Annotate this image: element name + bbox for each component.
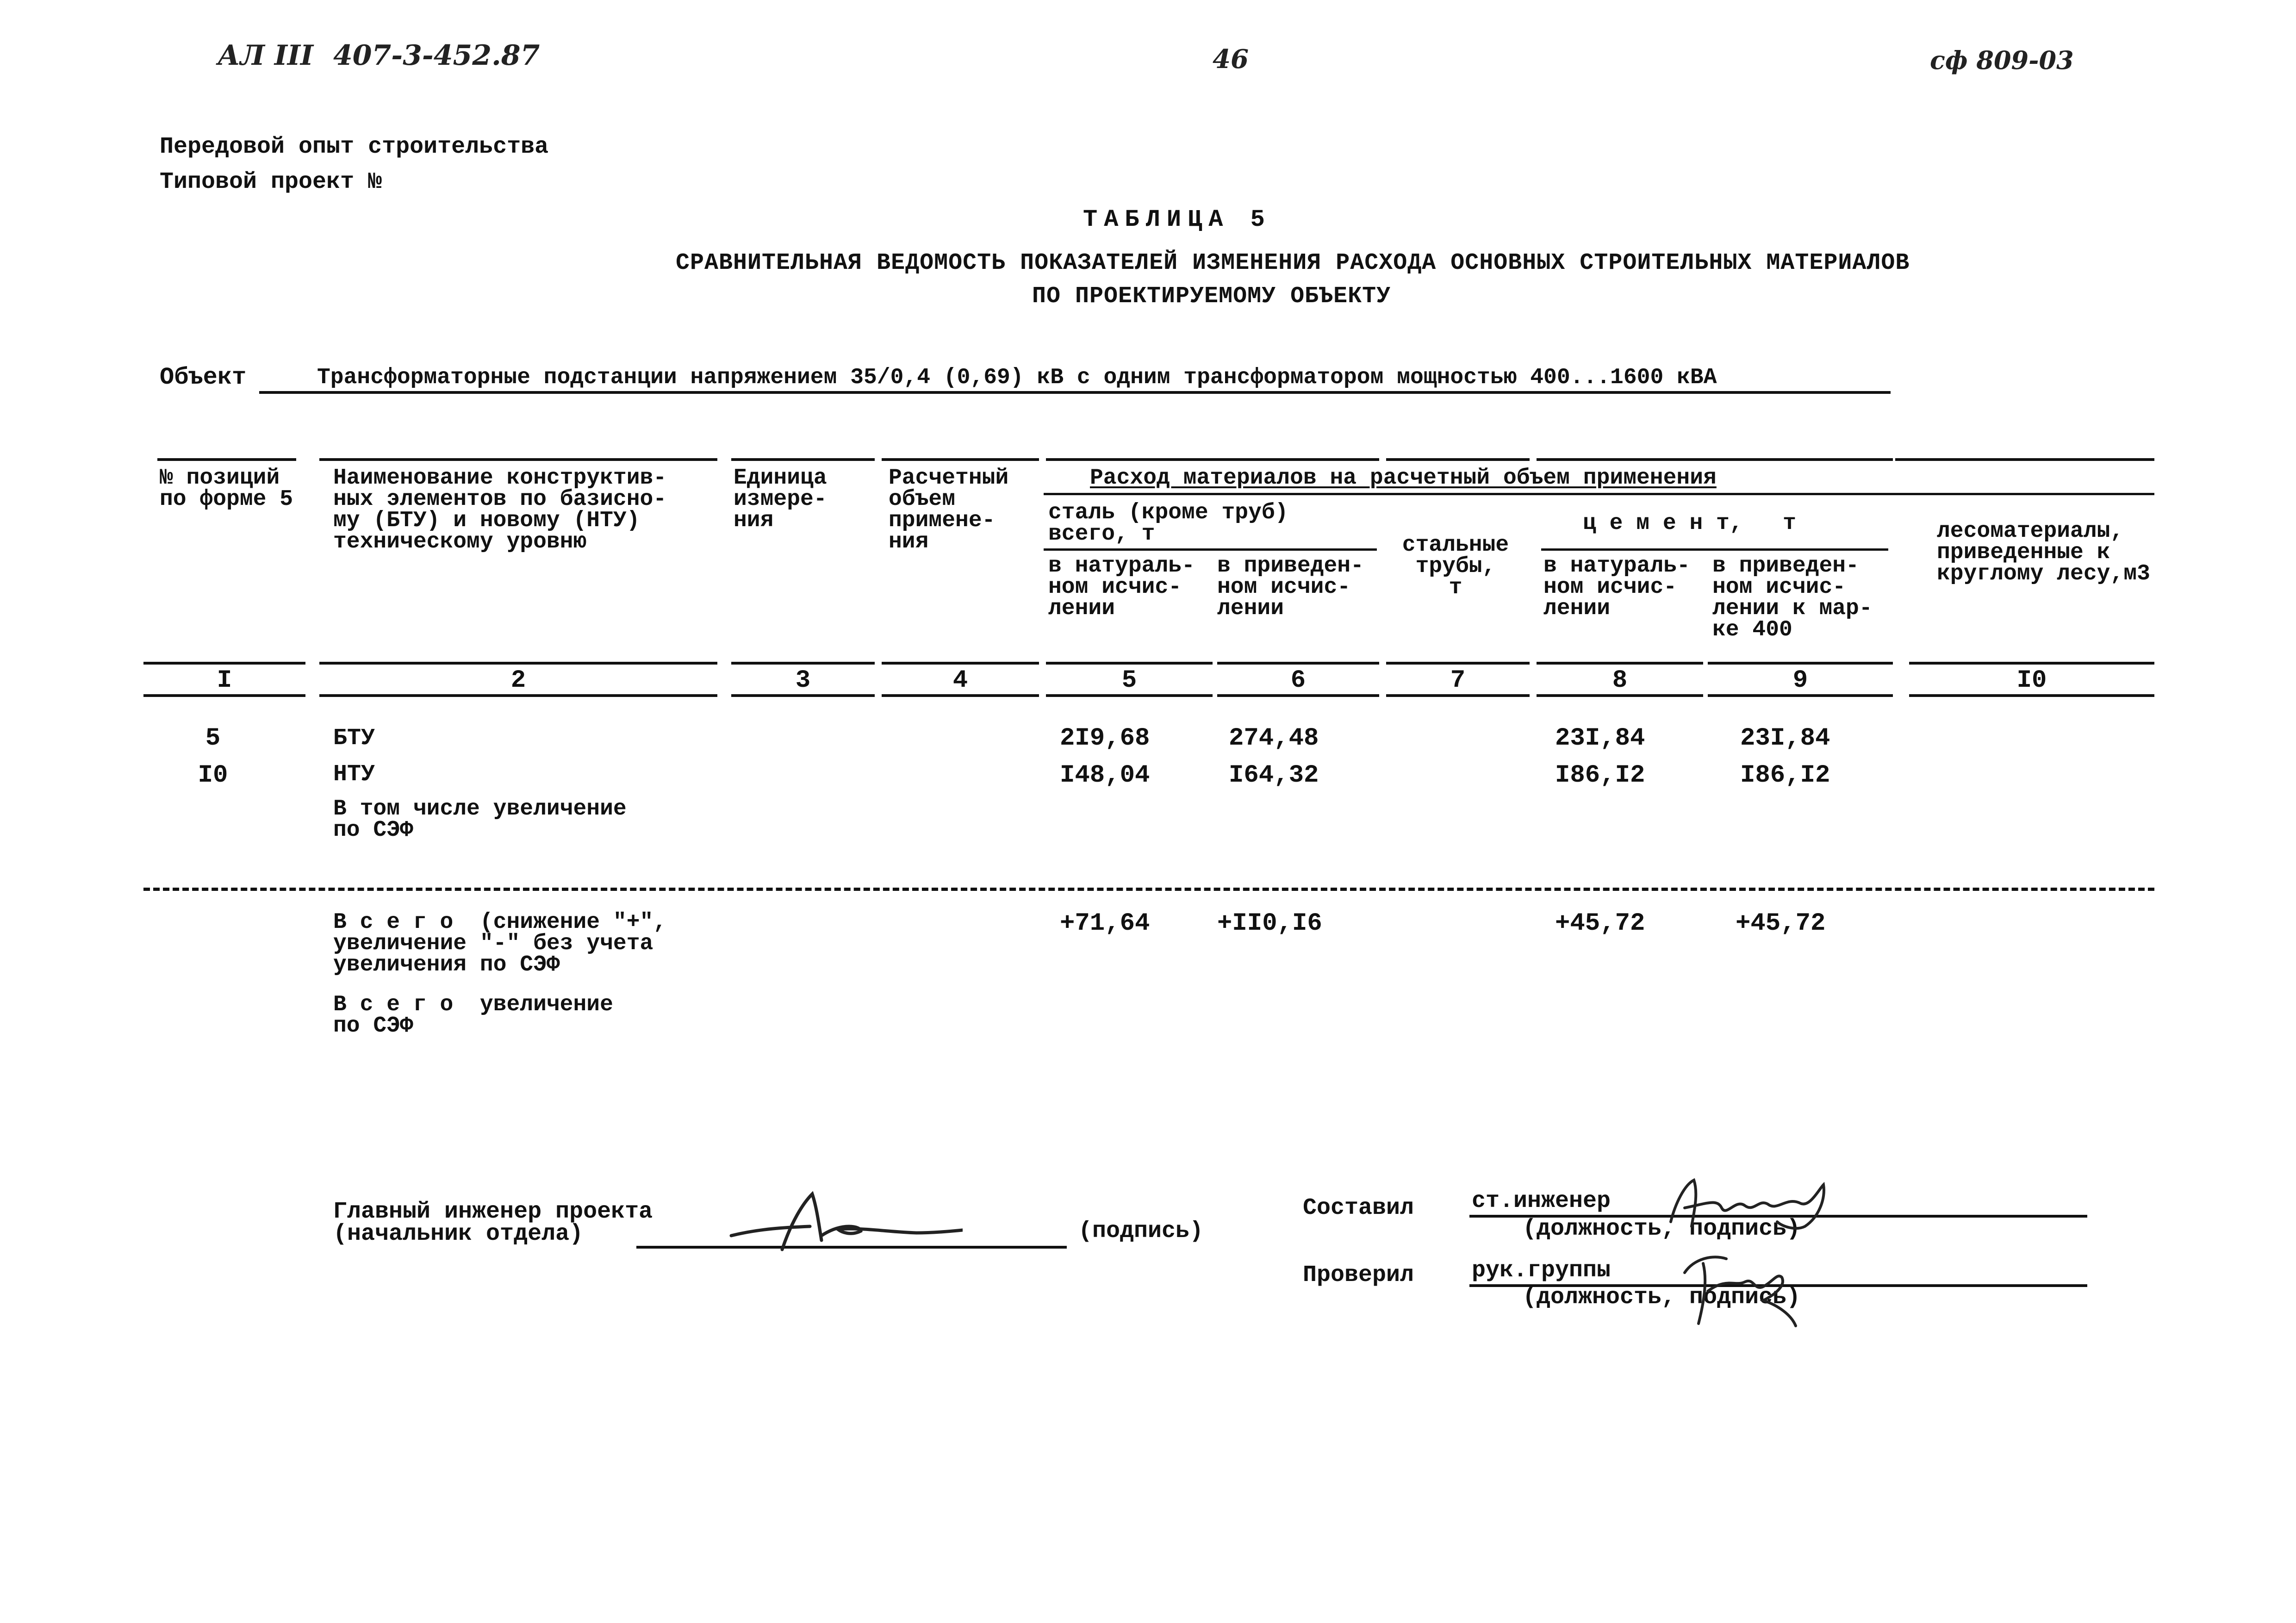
cement-underline	[1541, 548, 1888, 551]
column-header-pipes: стальные трубы, т	[1402, 533, 1509, 600]
numbers-bottom-rule-10	[1909, 694, 2154, 697]
table-top-rule-1	[157, 458, 296, 461]
object-value: Трансформаторные подстанции напряжением 35/0,4 (0,69) кВ с одним трансформатором мощностью 400...1600 кВА	[317, 365, 1717, 390]
header-bottom-rule-8	[1537, 662, 1703, 665]
header-bottom-rule-4	[882, 662, 1039, 665]
table-top-rule-5	[1046, 458, 1379, 461]
column-header-steel-natural: в натураль- ном исчис- лении	[1048, 553, 1195, 621]
header-bottom-rule-5	[1046, 662, 1213, 665]
column-number: I0	[2016, 666, 2047, 695]
row-total-cement-reduced: +45,72	[1736, 909, 1826, 938]
column-header-steel-reduced: в приведен- ном исчис- лении	[1217, 553, 1364, 621]
row-ntu-steel-natural: I48,04	[1060, 761, 1150, 790]
composed-label: Составил	[1303, 1195, 1414, 1221]
row-total-name: В с е г о (снижение "+", увеличение "-" без учета увеличения по СЭФ	[333, 910, 667, 977]
column-number: 7	[1450, 666, 1466, 695]
row-total-cement-natural: +45,72	[1555, 909, 1645, 938]
column-header-cement-reduced: в приведен- ном исчис- лении к мар- ке 400	[1712, 553, 1873, 642]
column-header-timber: лесоматериалы, приведенные к круглому лесу,м3	[1937, 519, 2150, 586]
table-top-rule-8	[1895, 458, 2154, 461]
object-underline	[259, 391, 1891, 394]
numbers-bottom-rule-4	[882, 694, 1039, 697]
column-number: 4	[952, 666, 968, 695]
row-ntu-cement-reduced: I86,I2	[1740, 761, 1830, 790]
composed-caption: (должность, подпись)	[1523, 1216, 1801, 1242]
heading-line-2: Типовой проект №	[160, 169, 382, 195]
column-header-steel: сталь (кроме труб) всего, т	[1048, 500, 1288, 547]
group-underline	[1044, 493, 2154, 495]
checked-caption: (должность, подпись)	[1523, 1284, 1801, 1311]
row-btu-name: БТУ	[333, 725, 375, 752]
composed-signature	[1666, 1171, 1842, 1240]
column-header-cement: ц е м е н т, т	[1583, 511, 1796, 536]
row-btu-steel-natural: 2I9,68	[1060, 724, 1150, 752]
row-total-sef-name: В с е г о увеличение по СЭФ	[333, 992, 613, 1038]
column-number: 8	[1612, 666, 1628, 695]
header-bottom-rule-7	[1386, 662, 1530, 665]
total-separator	[143, 888, 2154, 891]
row-btu-steel-reduced: 274,48	[1229, 724, 1319, 752]
object-label: Объект	[160, 364, 247, 391]
archive-code-right: сф 809-03	[1930, 45, 2074, 75]
numbers-bottom-rule-7	[1386, 694, 1530, 697]
column-header-unit: Единица измере- ния	[734, 466, 827, 533]
column-number: 9	[1792, 666, 1808, 695]
column-number: 5	[1121, 666, 1137, 695]
header-bottom-rule-6	[1217, 662, 1379, 665]
column-header-group: Расход материалов на расчетный объем применения	[1090, 466, 1717, 491]
row-incl-sef-name: В том числе увеличение по СЭФ	[333, 796, 627, 843]
subtitle-line-1: СРАВНИТЕЛЬНАЯ ВЕДОМОСТЬ ПОКАЗАТЕЛЕЙ ИЗМЕНЕНИЯ РАСХОДА ОСНОВНЫХ СТРОИТЕЛЬНЫХ МАТЕРИАЛОВ	[676, 250, 1910, 276]
heading-line-1: Передовой опыт строительства	[160, 134, 549, 160]
chief-signature-caption: (подпись)	[1078, 1218, 1204, 1244]
row-ntu-position: I0	[198, 761, 228, 790]
composed-role: ст.инженер	[1472, 1188, 1611, 1214]
numbers-bottom-rule-5	[1046, 694, 1213, 697]
table-top-rule-3	[731, 458, 875, 461]
numbers-bottom-rule-2	[319, 694, 717, 697]
numbers-bottom-rule-1	[143, 694, 305, 697]
column-header-name: Наименование конструктив- ных элементов по базисно- му (БТУ) и новому (НТУ) техническому уровню	[333, 466, 667, 554]
row-ntu-name: НТУ	[333, 761, 375, 788]
header-bottom-rule-9	[1708, 662, 1893, 665]
header-bottom-rule-10	[1909, 662, 2154, 665]
chief-engineer-label: Главный инженер проекта (начальник отдела)	[333, 1199, 653, 1247]
table-top-rule-4	[882, 458, 1039, 461]
header-bottom-rule-2	[319, 662, 717, 665]
column-number: 2	[510, 666, 526, 695]
row-ntu-steel-reduced: I64,32	[1229, 761, 1319, 790]
row-btu-cement-natural: 23I,84	[1555, 724, 1645, 752]
table-top-rule-2	[319, 458, 717, 461]
numbers-bottom-rule-6	[1217, 694, 1379, 697]
table-top-rule-6	[1386, 458, 1530, 461]
numbers-bottom-rule-8	[1537, 694, 1703, 697]
row-ntu-cement-natural: I86,I2	[1555, 761, 1645, 790]
row-total-steel-reduced: +II0,I6	[1217, 909, 1322, 938]
row-total-steel-natural: +71,64	[1060, 909, 1150, 938]
checked-role: рук.группы	[1472, 1257, 1611, 1284]
table-title: ТАБЛИЦА 5	[1083, 206, 1271, 233]
steel-underline	[1044, 548, 1377, 551]
numbers-bottom-rule-3	[731, 694, 875, 697]
chief-signature	[722, 1185, 963, 1254]
header-bottom-rule-3	[731, 662, 875, 665]
row-btu-cement-reduced: 23I,84	[1740, 724, 1830, 752]
column-number: 3	[795, 666, 811, 695]
checked-signature	[1675, 1245, 1814, 1333]
numbers-bottom-rule-9	[1708, 694, 1893, 697]
column-number: 6	[1290, 666, 1306, 695]
checked-label: Проверил	[1303, 1262, 1414, 1288]
column-number: I	[217, 666, 232, 695]
document-number: 407-3-452.87	[333, 39, 540, 72]
column-header-cement-natural: в натураль- ном исчис- лении	[1543, 553, 1690, 621]
page-number: 46	[1213, 44, 1249, 75]
table-top-rule-7	[1537, 458, 1893, 461]
column-header-position: № позиций по форме 5	[160, 466, 293, 512]
header-bottom-rule-1	[143, 662, 305, 665]
column-header-volume: Расчетный объем примене- ния	[889, 466, 1009, 554]
row-btu-position: 5	[205, 724, 221, 752]
archive-code-left: АЛ III	[218, 39, 314, 72]
subtitle-line-2: ПО ПРОЕКТИРУЕМОМУ ОБЪЕКТУ	[1032, 283, 1391, 310]
